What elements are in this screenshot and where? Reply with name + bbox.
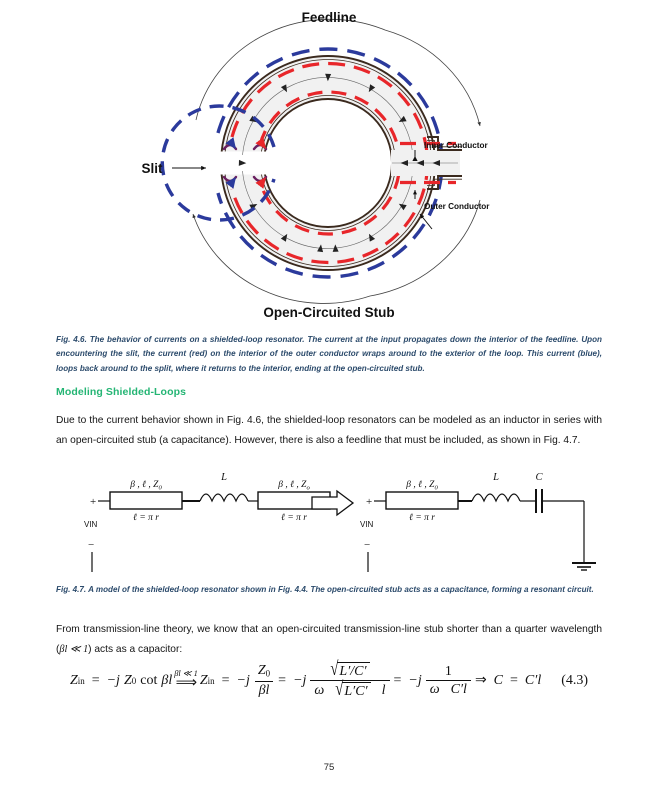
paragraph-p2-text-before: From transmission-line theory, we know that an open-circuited transmission-line stub shorter than a quarter wavelength ( [56, 624, 602, 655]
paragraph-transmission-line-theory [56, 620, 602, 660]
paragraph-p2-text-after: ) acts as a capacitor: [88, 644, 183, 655]
eq-frac1-num: Z [257, 663, 266, 679]
eq-short-implies-arrow: ⇒ [474, 673, 487, 689]
tline-right-bottom-label: ℓ = π r [409, 513, 435, 523]
figure-4-7-caption: Fig. 4.7. A model of the shielded-loop resonator shown in Fig. 4.4. The open-circuited stub acts as a capacitance, forming a resonant circuit. [56, 585, 594, 594]
eq-minus-j-2: −j [236, 672, 250, 688]
eq-radicand-lc-ratio: L′/C′ [337, 662, 369, 679]
section-heading-modeling-shielded-loops: Modeling Shielded-Loops [56, 386, 187, 398]
eq-z0-1-sub: 0 [131, 675, 137, 686]
eq-zin-1-sub: in [77, 675, 85, 686]
eq-condition-label: βl ≪ 1 [174, 668, 198, 678]
eq-radical-numerator: √ L′/C′ [330, 662, 369, 679]
label-feedline: Feedline [301, 10, 357, 25]
capacitor-label: C [535, 472, 543, 483]
label-slit: Slit [141, 161, 163, 176]
eq-frac3-den-omega: ω [429, 682, 440, 698]
eq-result-rhs: C′l [524, 672, 542, 688]
eq-cot: cot [140, 672, 158, 688]
eq-zin-1: Z [69, 672, 78, 688]
eq-frac3-num: 1 [444, 664, 452, 679]
eq-minus-j-3: −j [293, 672, 307, 688]
tline-2-top-label: β , ℓ , $Z_o$ [278, 480, 310, 492]
paragraph-modeling-intro: Due to the current behavior shown in Fig. 4.6, the shielded-loop resonators can be modeled as an inductor in series with an open-circuited stub (a capacitance). However, there is also a feedline that must be included, as shown in Fig. 4.7. [56, 415, 602, 446]
eq-zin-2-sub: in [207, 675, 215, 686]
eq-frac1-num-sub: 0 [265, 668, 271, 679]
tline-1-top-label: β , ℓ , $Z_0$ [130, 480, 162, 492]
left-vin-label: VIN [84, 520, 98, 529]
inductor-right-label: L [493, 472, 499, 483]
label-open-circuited-stub: Open-Circuited Stub [263, 305, 395, 320]
transform-arrow [310, 491, 353, 578]
circuit-model-left [84, 472, 342, 572]
eq-equals-3: = [278, 672, 287, 688]
right-minus-sign: − [364, 539, 371, 551]
page-number: 75 [323, 762, 335, 773]
eq-radicand-lc-product: L′C′ [342, 682, 370, 699]
eq-long-implies-arrow: ⟹ [175, 675, 197, 692]
tline-2-bottom-label: ℓ = π r [281, 513, 307, 523]
eq-equals-5: = [510, 672, 518, 688]
inductor-right [472, 494, 520, 501]
right-vin-label: VIN [360, 520, 374, 529]
right-plus-sign: + [366, 496, 373, 508]
eq-result-c: C [493, 672, 504, 688]
inductor-left-label: L [221, 472, 227, 483]
eq-fraction-z0-over-betal [254, 663, 274, 697]
capacitor-right [536, 489, 542, 513]
figure-4-6-caption: Fig. 4.6. The behavior of currents on a shielded-loop resonator. The current at the input propagates down the interior of the feedline. Upon encountering the slit, the current (red) on the interior of the outer conductor wraps around to the exterior of the loop. This current (blue), loops back around to the split, where it returns to the interior, ending at the open-circuited stub. [56, 335, 602, 373]
eq-fraction-one-over-omega-cl [426, 664, 471, 697]
figure-4-6 [0, 0, 658, 325]
inductor-left [200, 494, 248, 501]
eq-den-l: l [381, 682, 386, 698]
tline-1-bottom-label: ℓ = π r [133, 513, 159, 523]
eq-frac3-den-rest: C′l [450, 682, 467, 698]
eq-z0-1: Z [123, 672, 132, 688]
eq-zin-2: Z [199, 672, 208, 688]
left-plus-sign: + [90, 496, 97, 508]
equation-4-3 [0, 659, 658, 701]
eq-minus-j-1: −j [106, 672, 120, 688]
eq-radical-denominator: √ L′C′ [335, 682, 370, 699]
tline-box-1 [110, 492, 182, 509]
eq-beta-l-1: βl [161, 672, 173, 688]
circuit-model-right [360, 472, 596, 572]
left-minus-sign: − [88, 539, 95, 551]
eq-implication-with-condition [174, 670, 198, 691]
tline-right-top-label: β , ℓ , $Z_0$ [406, 480, 438, 492]
eq-frac1-den: βl [255, 681, 274, 698]
eq-fraction-radicals [310, 659, 389, 701]
equation-number: (4.3) [561, 672, 589, 688]
eq-omega-den: ω [314, 682, 325, 698]
label-inner-conductor: Inner Conductor [424, 141, 488, 150]
paragraph-p2-inline-math: βl ≪ 1 [59, 644, 89, 655]
eq-equals-2: = [221, 672, 230, 688]
label-outer-conductor: Outer Conductor [424, 202, 490, 211]
figure-4-7 [0, 466, 658, 578]
eq-minus-j-4: −j [408, 672, 422, 688]
tline-box-right [386, 492, 458, 509]
eq-equals-4: = [393, 672, 402, 688]
ground-symbol-right [572, 563, 596, 570]
eq-equals-1: = [91, 672, 100, 688]
